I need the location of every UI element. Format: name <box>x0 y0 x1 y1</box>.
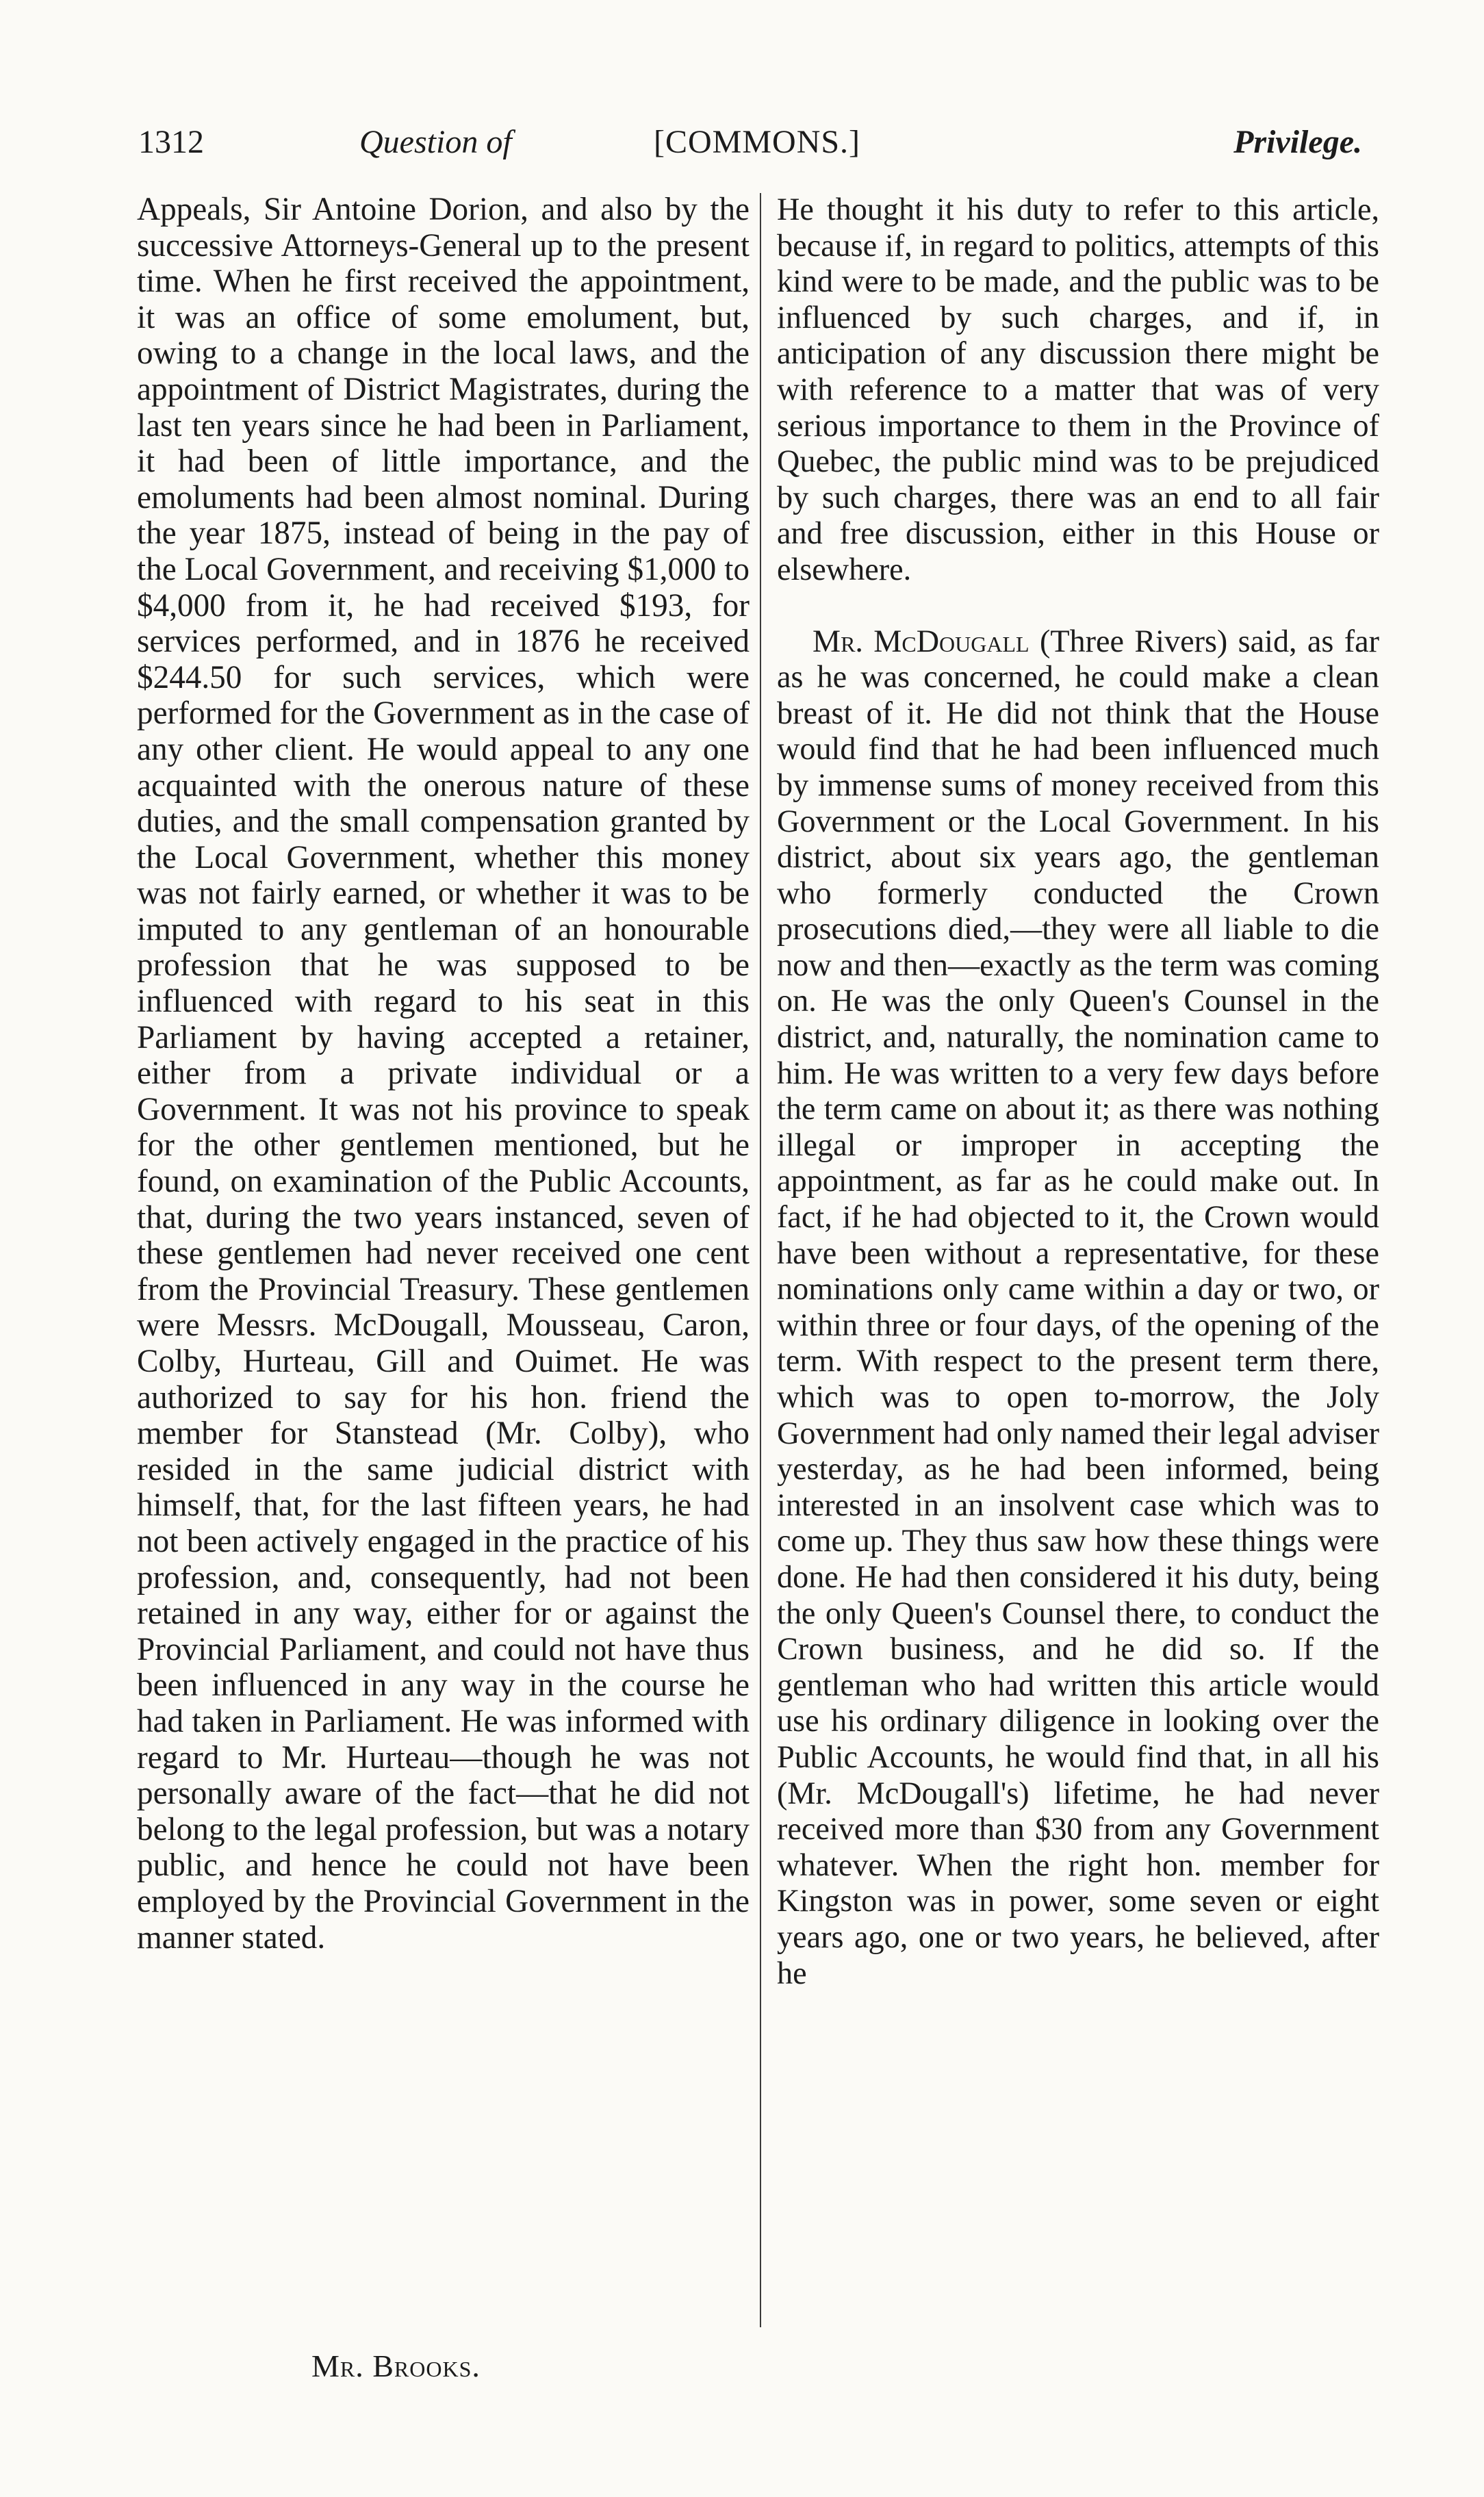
speaker-constituency: (Three Rivers) <box>1039 623 1228 658</box>
right-column-paragraph-1: He thought it his duty to refer to this article, because if, in regard to politics, attempts of this kind were to be made, and the public was to be influenced by such charges, and if, in anticipation of any discussion there might be with reference to a matter that was of very serious importance to them in the Province of Quebec, the public mind was to be prejudiced by such charges, there was an end to all fair and free discussion, either in this House or elsewhere. <box>777 192 1379 587</box>
right-column <box>777 192 1379 1991</box>
speech-text: said, as far as he was concerned, he could make a clean breast of it. He did not think that the House would find that he had been influenced much by immense sums of money received from this Government or the Local Government. In his district, about six years ago, the gentleman who formerly conducted the Crown prosecutions died,—they were all liable to die now and then—exactly as the term was coming on. He was the only Queen's Counsel in the district, and, naturally, the nomination came to him. He was written to a very few days before the term came on about it; as there was nothing illegal or improper in accepting the appointment, as far as he could make out. In fact, if he had objected to it, the Crown would have been without a representative, for these nominations only came within a day or two, or within three or four days, of the opening of the term. With respect to the present term there, which was to open to-morrow, the Joly Government had only named their legal adviser yesterday, as he had been informed, being interested in an insolvent case which was to come up. They thus saw how these things were done. He had then considered it his duty, being the only Queen's Counsel there, to conduct the Crown business, and he did so. If the gentleman who had written this article would use his ordinary diligence in looking over the Public Accounts, he would find that, in all his (Mr. McDougall's) lifetime, he had never received more than $30 from any Government whatever. When the right hon. member for Kingston was in power, some seven or eight years ago, one or two years, he believed, after he <box>777 623 1380 1990</box>
column-divider <box>760 193 761 2327</box>
running-header <box>130 116 1369 178</box>
running-head-right: Privilege. <box>1233 124 1362 160</box>
next-speaker-catchword: Mr. Brooks. <box>311 2348 481 2383</box>
page <box>130 116 1380 2430</box>
left-column <box>137 192 750 1956</box>
page-number: 1312 <box>138 124 204 160</box>
speaker-name: Mr. McDougall <box>813 623 1029 658</box>
right-column-paragraph-2 <box>777 624 1379 1992</box>
paragraph-gap <box>777 588 1379 624</box>
running-head-center: [COMMONS.] <box>654 124 861 160</box>
left-column-paragraph: Appeals, Sir Antoine Dorion, and also by the successive Attorneys-General up to the present time. When he first received the appointment, it was an office of some emolument, but, owing to a change in the local laws, and the appointment of District Magistrates, during the last ten years since he had been in Parliament, it had been of little importance, and the emoluments had been almost nominal. During the year 1875, instead of being in the pay of the Local Government, and receiving $1,000 to $4,000 from it, he had received $193, for services performed, and in 1876 he received $244.50 for such services, which were performed for the Government as in the case of any other client. He would appeal to any one acquainted with the onerous nature of these duties, and the small compensation granted by the Local Government, whether this money was not fairly earned, or whether it was to be imputed to any gentleman of an honourable profession that he was supposed to be influenced with regard to his seat in this Parliament by having accepted a retainer, either from a private individual or a Government. It was not his province to speak for the other gentlemen mentioned, but he found, on examination of the Public Accounts, that, during the two years instanced, seven of these gentlemen had never received one cent from the Provincial Treasury. These gentlemen were Messrs. McDougall, Mousseau, Caron, Colby, Hurteau, Gill and Ouimet. He was authorized to say for his hon. friend the member for Stanstead (Mr. Colby), who resided in the same judicial district with himself, that, for the last fifteen years, he had not been actively engaged in the practice of his profession, and, consequently, had not been retained in any way, either for or against the Provincial Parliament, and could not have thus been influenced in any way in the course he had taken in Parliament. He was informed with regard to Mr. Hurteau—though he was not personally aware of the fact—that he did not belong to the legal profession, but was a notary public, and hence he could not have been employed by the Provincial Government in the manner stated. <box>137 192 750 1956</box>
running-head-left: Question of <box>359 124 512 160</box>
